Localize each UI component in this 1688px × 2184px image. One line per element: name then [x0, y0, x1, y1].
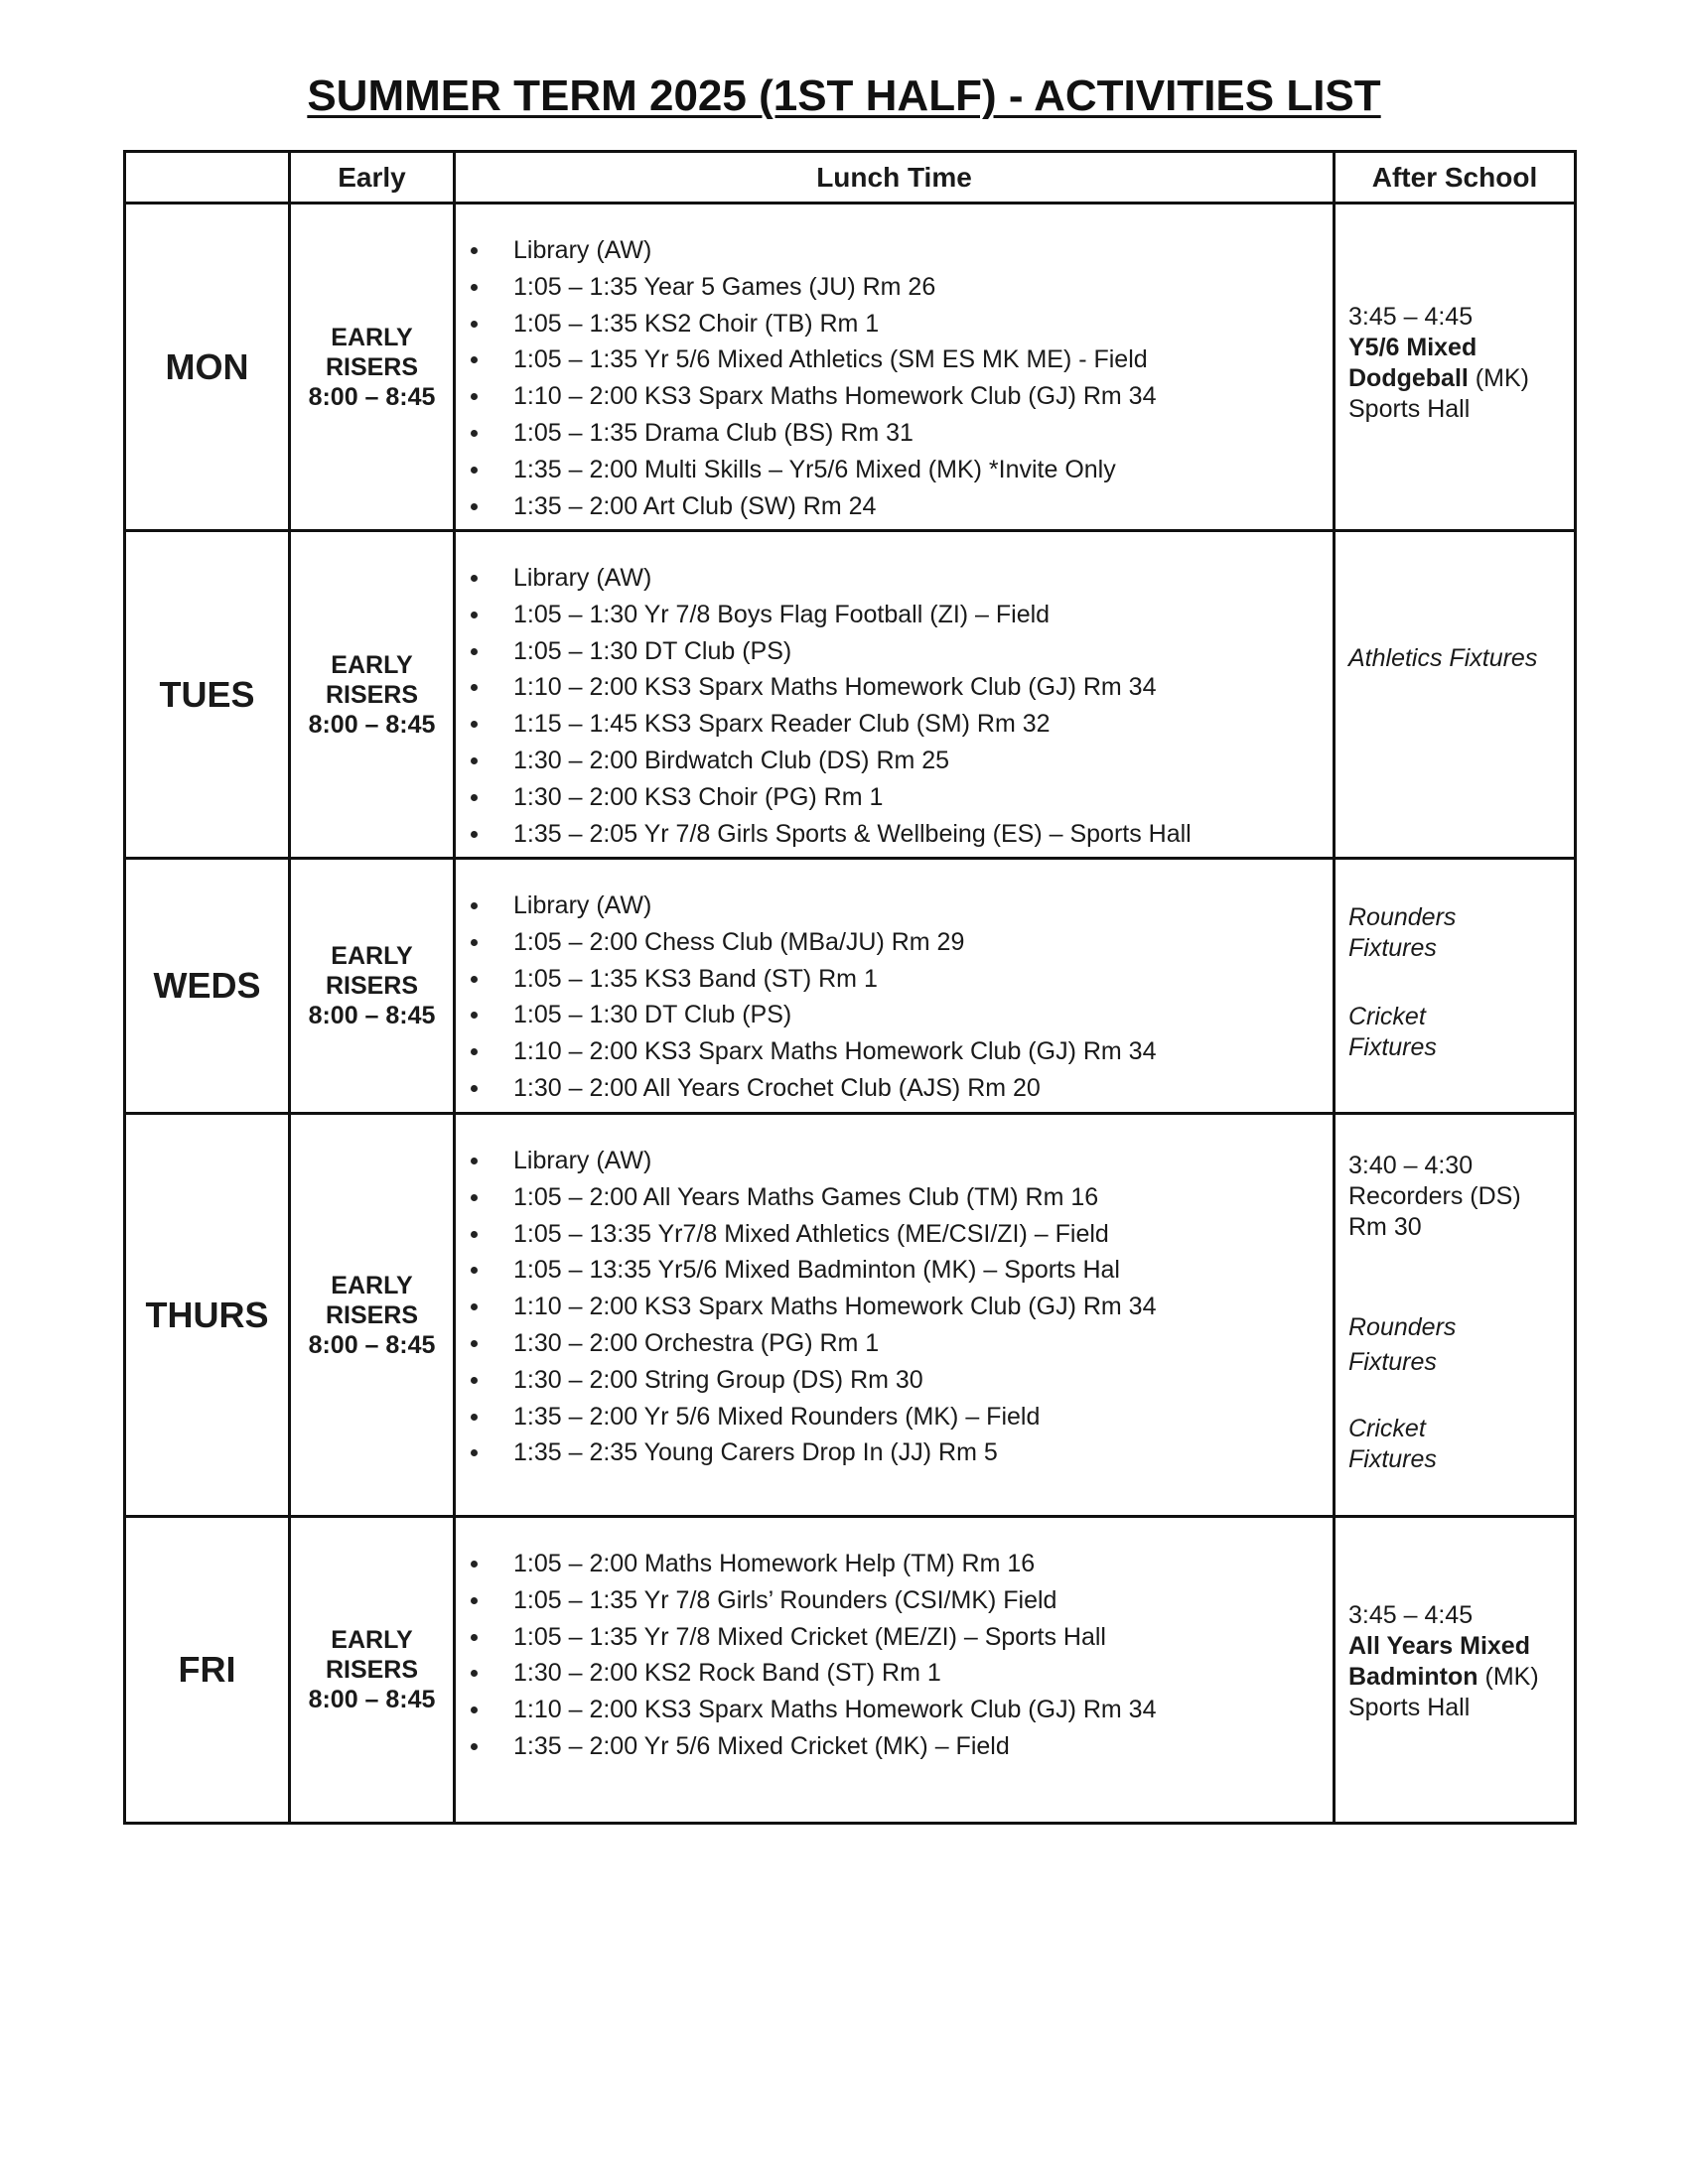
- after-activity: Recorders (DS): [1348, 1182, 1521, 1210]
- early-risers-line1: EARLY: [331, 650, 413, 679]
- page-title: SUMMER TERM 2025 (1ST HALF) - ACTIVITIES LIST: [307, 71, 1381, 120]
- activity-item: 1:35 – 2:00 Art Club (SW) Rm 24: [511, 488, 1333, 525]
- early-risers-line1: EARLY: [331, 1626, 413, 1654]
- early-risers-line2: RISERS: [325, 1656, 419, 1684]
- lunch-activities: [455, 204, 1335, 531]
- lunch-activities: [455, 1114, 1335, 1517]
- header-early: Early: [290, 152, 455, 204]
- activity-item: 1:10 – 2:00 KS3 Sparx Maths Homework Club (GJ) Rm 34: [511, 1692, 1333, 1728]
- header-row: [125, 152, 1576, 204]
- after-school: [1335, 1114, 1576, 1517]
- early-risers-line2: RISERS: [325, 352, 419, 381]
- early-risers: [290, 1114, 455, 1517]
- row-tues: [125, 531, 1576, 859]
- header-blank: [125, 152, 290, 204]
- activity-item: 1:35 – 2:05 Yr 7/8 Girls Sports & Wellbeing (ES) – Sports Hall: [511, 816, 1333, 853]
- early-risers-line2: RISERS: [325, 680, 419, 709]
- activity-item: 1:05 – 13:35 Yr7/8 Mixed Athletics (ME/CSI/ZI) – Field: [511, 1216, 1333, 1253]
- activity-item: 1:05 – 2:00 Chess Club (MBa/JU) Rm 29: [511, 924, 1333, 961]
- activities-table: [123, 150, 1577, 1825]
- lunch-activities: [455, 1517, 1335, 1824]
- activity-item: 1:05 – 1:30 Yr 7/8 Boys Flag Football (ZI) – Field: [511, 597, 1333, 633]
- activity-item: 1:10 – 2:00 KS3 Sparx Maths Homework Club (GJ) Rm 34: [511, 669, 1333, 706]
- activity-item: 1:05 – 1:35 Yr 7/8 Mixed Cricket (ME/ZI) – Sports Hall: [511, 1619, 1333, 1656]
- after-fixtures: Rounders: [1348, 1313, 1457, 1341]
- early-risers: [290, 531, 455, 859]
- activity-item: 1:05 – 1:35 KS3 Band (ST) Rm 1: [511, 961, 1333, 998]
- lunch-activities: [455, 859, 1335, 1114]
- activity-item: 1:35 – 2:00 Yr 5/6 Mixed Cricket (MK) – Field: [511, 1728, 1333, 1765]
- after-school: [1335, 859, 1576, 1114]
- after-activity-cont: Dodgeball: [1348, 364, 1469, 392]
- activity-item: 1:35 – 2:35 Young Carers Drop In (JJ) Rm 5: [511, 1434, 1333, 1471]
- after-time: 3:45 – 4:45: [1348, 303, 1474, 331]
- activity-item: 1:30 – 2:00 KS2 Rock Band (ST) Rm 1: [511, 1655, 1333, 1692]
- early-risers-line2: RISERS: [325, 972, 419, 1000]
- activity-item: 1:05 – 1:35 Yr 7/8 Girls’ Rounders (CSI/MK) Field: [511, 1582, 1333, 1619]
- activity-item: 1:30 – 2:00 All Years Crochet Club (AJS) Rm 20: [511, 1070, 1333, 1107]
- day-label: FRI: [125, 1517, 290, 1824]
- activity-item: 1:05 – 1:35 Year 5 Games (JU) Rm 26: [511, 269, 1333, 306]
- activity-item: Library (AW): [511, 232, 1333, 269]
- activity-item: Library (AW): [511, 1143, 1333, 1179]
- activity-item: 1:05 – 1:35 Drama Club (BS) Rm 31: [511, 415, 1333, 452]
- after-school: [1335, 1517, 1576, 1824]
- lunch-activities: [455, 531, 1335, 859]
- row-fri: [125, 1517, 1576, 1824]
- day-label: THURS: [125, 1114, 290, 1517]
- early-risers-time: 8:00 – 8:45: [308, 1686, 436, 1713]
- after-location: Sports Hall: [1348, 1694, 1471, 1721]
- early-risers-time: 8:00 – 8:45: [308, 1330, 436, 1359]
- after-staff: (MK): [1477, 1663, 1539, 1691]
- early-risers-time: 8:00 – 8:45: [308, 382, 436, 411]
- after-staff: (MK): [1468, 364, 1529, 392]
- activity-item: 1:10 – 2:00 KS3 Sparx Maths Homework Club (GJ) Rm 34: [511, 1033, 1333, 1070]
- after-time: 3:45 – 4:45: [1348, 1601, 1474, 1629]
- activity-item: 1:35 – 2:00 Yr 5/6 Mixed Rounders (MK) – Field: [511, 1399, 1333, 1435]
- early-risers-time: 8:00 – 8:45: [308, 710, 436, 739]
- day-label: WEDS: [125, 859, 290, 1114]
- activity-item: 1:35 – 2:00 Multi Skills – Yr5/6 Mixed (MK) *Invite Only: [511, 452, 1333, 488]
- after-school: [1335, 531, 1576, 859]
- activity-item: 1:05 – 2:00 Maths Homework Help (TM) Rm 16: [511, 1546, 1333, 1582]
- early-risers: [290, 859, 455, 1114]
- activity-item: 1:05 – 2:00 All Years Maths Games Club (TM) Rm 16: [511, 1179, 1333, 1216]
- activity-item: 1:15 – 1:45 KS3 Sparx Reader Club (SM) Rm 32: [511, 706, 1333, 743]
- header-lunch: Lunch Time: [455, 152, 1335, 204]
- early-risers-line1: EARLY: [331, 1271, 413, 1299]
- after-fixtures: Cricket: [1348, 1415, 1426, 1442]
- early-risers-line1: EARLY: [331, 942, 413, 970]
- early-risers: [290, 204, 455, 531]
- activity-item: 1:10 – 2:00 KS3 Sparx Maths Homework Club (GJ) Rm 34: [511, 378, 1333, 415]
- activity-item: 1:05 – 1:35 Yr 5/6 Mixed Athletics (SM ES MK ME) - Field: [511, 341, 1333, 378]
- after-activity-cont: Badminton: [1348, 1663, 1478, 1691]
- activity-item: 1:30 – 2:00 Birdwatch Club (DS) Rm 25: [511, 743, 1333, 779]
- early-risers-line1: EARLY: [331, 323, 413, 351]
- activity-item: 1:05 – 1:30 DT Club (PS): [511, 633, 1333, 670]
- after-activity: Y5/6 Mixed: [1348, 334, 1477, 361]
- early-risers-time: 8:00 – 8:45: [308, 1002, 436, 1029]
- row-mon: [125, 204, 1576, 531]
- after-fixtures: Fixtures: [1348, 1033, 1437, 1061]
- after-time: 3:40 – 4:30: [1348, 1152, 1474, 1179]
- early-risers: [290, 1517, 455, 1824]
- after-fixtures: Fixtures: [1348, 934, 1437, 962]
- after-activity: All Years Mixed: [1348, 1632, 1530, 1660]
- after-school: [1335, 204, 1576, 531]
- after-fixtures: Rounders: [1348, 903, 1457, 931]
- activity-item: 1:05 – 13:35 Yr5/6 Mixed Badminton (MK) – Sports Hal: [511, 1252, 1333, 1289]
- activity-item: Library (AW): [511, 560, 1333, 597]
- after-fixtures: Fixtures: [1348, 1445, 1437, 1473]
- after-fixtures: Cricket: [1348, 1003, 1426, 1030]
- activity-item: 1:30 – 2:00 String Group (DS) Rm 30: [511, 1362, 1333, 1399]
- row-thurs: [125, 1114, 1576, 1517]
- activity-item: Library (AW): [511, 887, 1333, 924]
- activity-item: 1:30 – 2:00 Orchestra (PG) Rm 1: [511, 1325, 1333, 1362]
- activity-item: 1:05 – 1:30 DT Club (PS): [511, 997, 1333, 1033]
- activity-item: 1:10 – 2:00 KS3 Sparx Maths Homework Club (GJ) Rm 34: [511, 1289, 1333, 1325]
- after-location: Rm 30: [1348, 1213, 1422, 1241]
- after-location: Sports Hall: [1348, 395, 1471, 423]
- day-label: TUES: [125, 531, 290, 859]
- day-label: MON: [125, 204, 290, 531]
- after-fixtures: Fixtures: [1348, 1348, 1437, 1376]
- header-after-school: After School: [1335, 152, 1576, 204]
- after-fixtures: Athletics Fixtures: [1348, 644, 1538, 672]
- early-risers-line2: RISERS: [325, 1300, 419, 1329]
- activity-item: 1:05 – 1:35 KS2 Choir (TB) Rm 1: [511, 306, 1333, 342]
- row-weds: [125, 859, 1576, 1114]
- activity-item: 1:30 – 2:00 KS3 Choir (PG) Rm 1: [511, 779, 1333, 816]
